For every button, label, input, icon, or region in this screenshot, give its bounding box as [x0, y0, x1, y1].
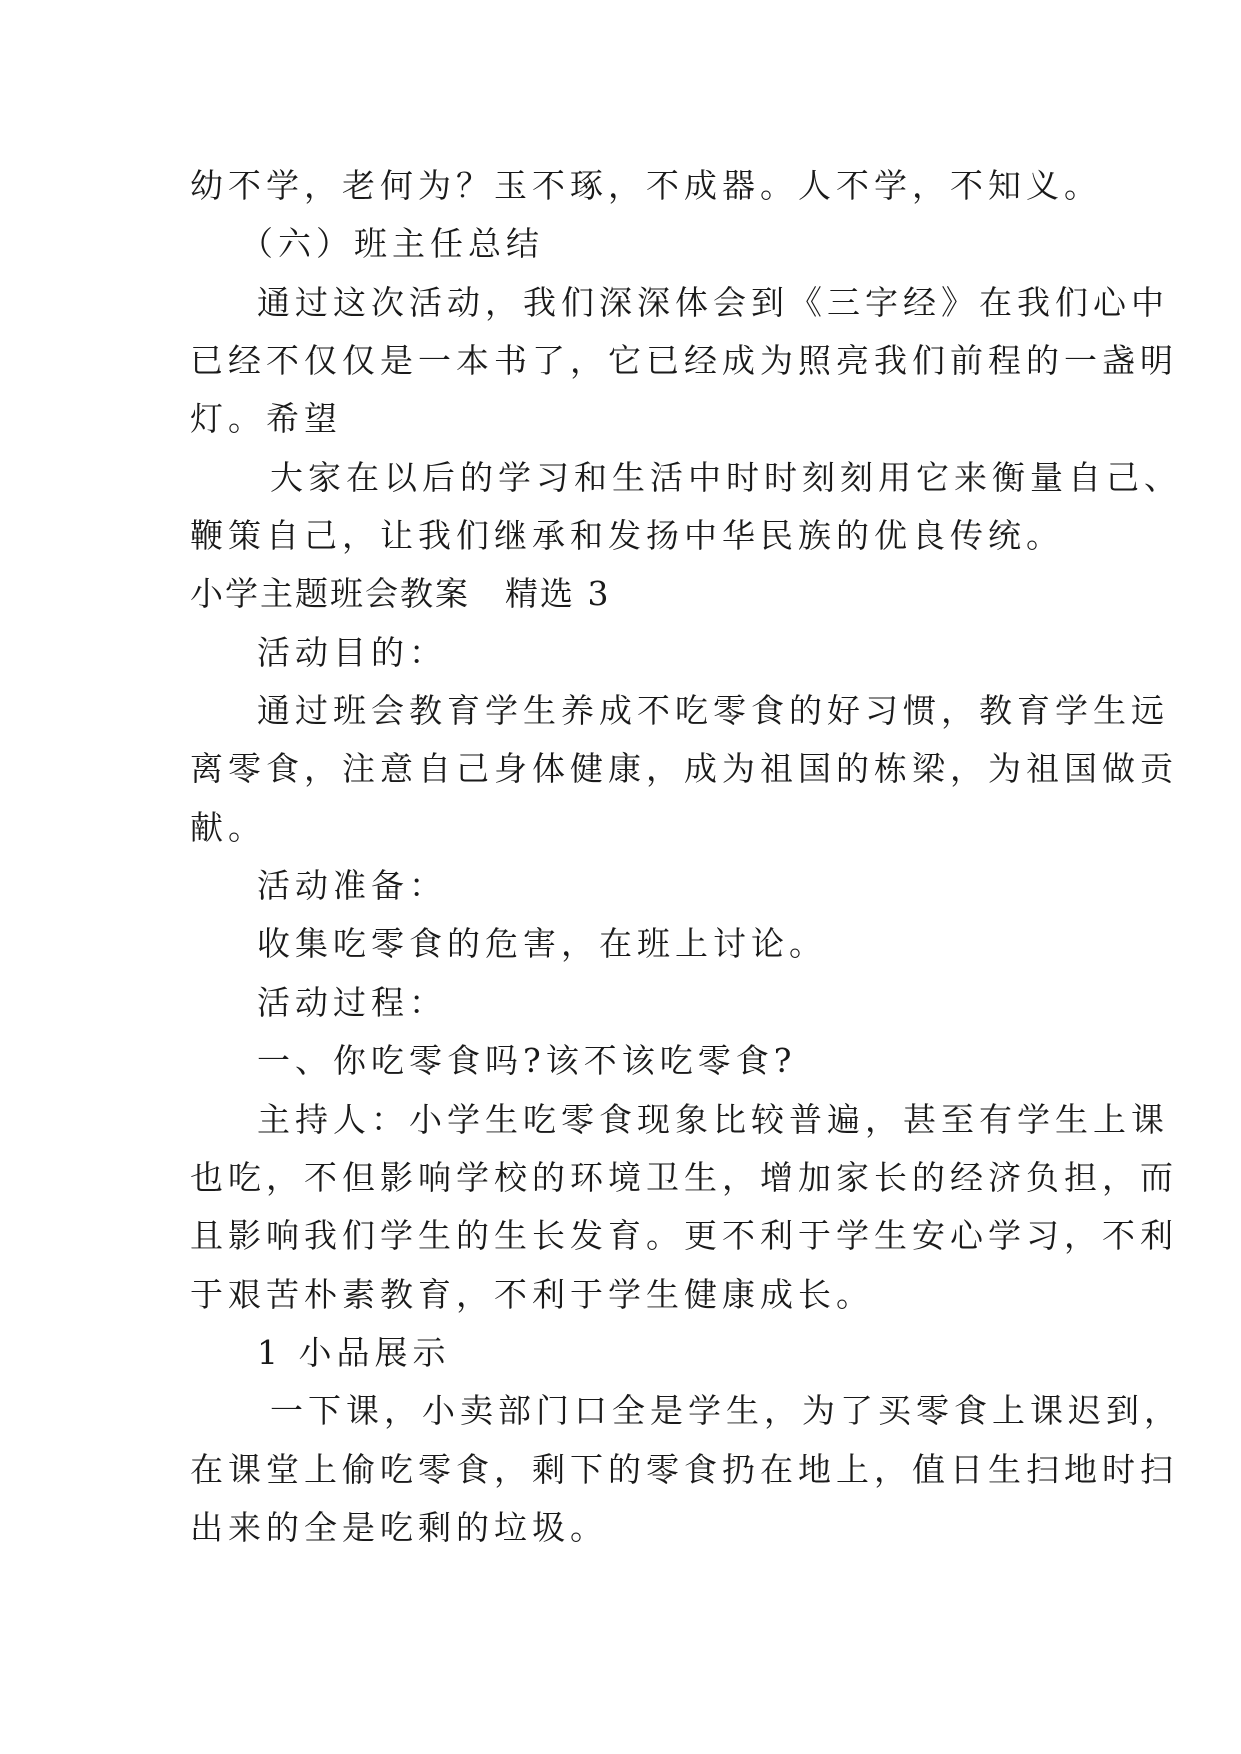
text-line: 也吃，不但影响学校的环境卫生，增加家长的经济负担，而 — [190, 1158, 1178, 1197]
section-heading: （六）班主任总结 — [240, 224, 544, 263]
text-line: 已经不仅仅是一本书了，它已经成为照亮我们前程的一盏明 — [190, 341, 1178, 380]
lesson-title: 小学主题班会教案 精选 3 — [190, 574, 611, 613]
text-line: 一下课，小卖部门口全是学生，为了买零食上课迟到， — [270, 1391, 1182, 1430]
subheading-activity-process: 活动过程： — [257, 983, 447, 1022]
subheading-skit: 1 小品展示 — [257, 1333, 451, 1372]
text-line: 献。 — [190, 808, 266, 847]
text-line: 灯。希望 — [190, 399, 342, 438]
text-line: 鞭策自己，让我们继承和发扬中华民族的优良传统。 — [190, 516, 1064, 555]
text-line: 幼不学，老何为？玉不琢，不成器。人不学，不知义。 — [190, 166, 1102, 205]
subheading-activity-prep: 活动准备： — [257, 866, 447, 905]
text-line: 且影响我们学生的生长发育。更不利于学生安心学习，不利 — [190, 1216, 1178, 1255]
text-line: 通过这次活动，我们深深体会到《三字经》在我们心中 — [257, 283, 1169, 322]
subheading-activity-goal: 活动目的： — [257, 633, 447, 672]
text-line: 一、你吃零食吗?该不该吃零食? — [257, 1041, 797, 1080]
text-line: 收集吃零食的危害，在班上讨论。 — [257, 924, 827, 963]
text-line: 于艰苦朴素教育，不利于学生健康成长。 — [190, 1275, 874, 1314]
text-line: 通过班会教育学生养成不吃零食的好习惯，教育学生远 — [257, 691, 1169, 730]
text-line: 出来的全是吃剩的垃圾。 — [190, 1508, 608, 1547]
text-line: 在课堂上偷吃零食，剩下的零食扔在地上，值日生扫地时扫 — [190, 1450, 1178, 1489]
text-line: 大家在以后的学习和生活中时时刻刻用它来衡量自己、 — [270, 458, 1182, 497]
text-line: 主持人：小学生吃零食现象比较普遍，甚至有学生上课 — [257, 1100, 1169, 1139]
text-line: 离零食，注意自己身体健康，成为祖国的栋梁，为祖国做贡 — [190, 749, 1178, 788]
